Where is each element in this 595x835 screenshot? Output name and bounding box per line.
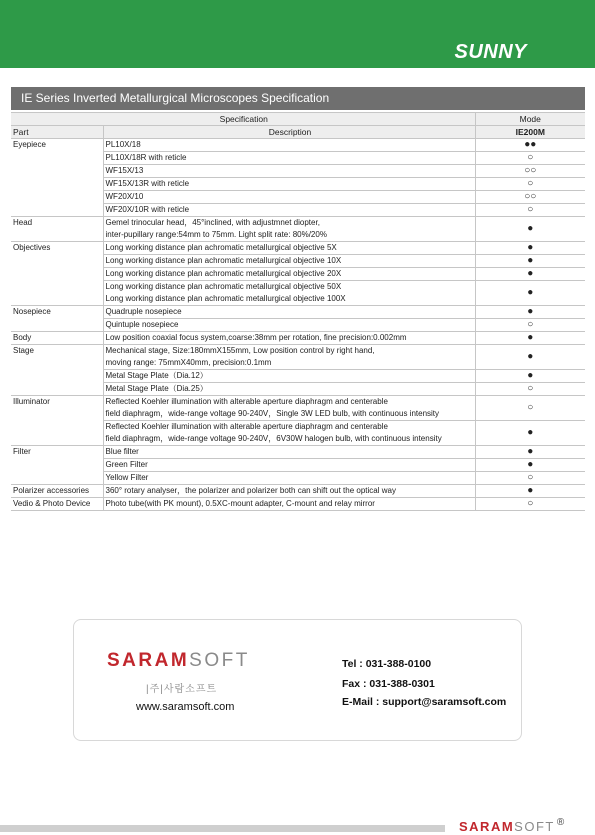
description-cell: [103, 178, 475, 191]
mode-cell: ○: [475, 472, 585, 485]
description-cell: [103, 319, 475, 332]
description-line: Reflected Koehler illumination with alterable aperture diaphragm and centerable: [105, 422, 388, 431]
part-cell: Filter: [11, 446, 103, 485]
description-cell: [103, 152, 475, 165]
mode-cell: ○: [475, 319, 585, 332]
footer-bar: [0, 825, 445, 832]
part-cell: Body: [11, 332, 103, 345]
description-line: Green Filter: [105, 460, 148, 469]
description-line: Long working distance plan achromatic metallurgical objective 20X: [105, 269, 342, 278]
description-line: Long working distance plan achromatic metallurgical objective 50X: [105, 282, 342, 291]
description-cell: [103, 217, 475, 242]
description-line: field diaphragm，wide-range voltage 90-240V，Single 3W LED bulb, with continuous intensity: [105, 409, 440, 418]
description-cell: [103, 421, 475, 446]
description-cell: [103, 242, 475, 255]
description-line: Blue filter: [105, 447, 139, 456]
description-cell: [103, 485, 475, 498]
part-cell: Eyepiece: [11, 139, 103, 217]
mode-cell: ○: [475, 152, 585, 165]
table-subheader-row: [11, 126, 585, 139]
header-specification: Specification: [11, 113, 475, 126]
description-cell: [103, 472, 475, 485]
description-line: Quintuple nosepiece: [105, 320, 179, 329]
description-cell: [103, 332, 475, 345]
table-row: [11, 242, 585, 255]
company-email[interactable]: E-Mail : support@saramsoft.com: [342, 696, 507, 708]
table-row: [11, 332, 585, 345]
description-line: Reflected Koehler illumination with alterable aperture diaphragm and centerable: [105, 397, 388, 406]
table-row: [11, 306, 585, 319]
mode-cell: ●: [475, 217, 585, 242]
part-cell: Illuminator: [11, 396, 103, 446]
spec-table: [11, 112, 585, 511]
description-cell: [103, 191, 475, 204]
header-mode: Mode: [475, 113, 585, 126]
mode-cell: ●: [475, 332, 585, 345]
mode-cell: ●: [475, 446, 585, 459]
spec-title-bar: IE Series Inverted Metallurgical Microscopes Specification: [11, 87, 585, 110]
description-cell: [103, 306, 475, 319]
company-website[interactable]: www.saramsoft.com: [136, 701, 235, 713]
description-line: Quadruple nosepiece: [105, 307, 182, 316]
header-part: Part: [11, 126, 103, 139]
description-line: Yellow Filter: [105, 473, 149, 482]
company-logo: [107, 650, 250, 672]
description-line: WF15X/13: [105, 166, 144, 175]
description-cell: [103, 459, 475, 472]
description-line: Metal Stage Plate（Dia.25）: [105, 384, 208, 393]
description-cell: [103, 446, 475, 459]
description-line: Long working distance plan achromatic metallurgical objective 5X: [105, 243, 337, 252]
description-cell: [103, 370, 475, 383]
footer-logo-soft: SOFT: [514, 819, 555, 834]
description-cell: [103, 204, 475, 217]
header-model: IE200M: [475, 126, 585, 139]
mode-cell: ●: [475, 242, 585, 255]
description-line: WF20X/10R with reticle: [105, 205, 190, 214]
table-row: [11, 345, 585, 370]
description-line: Long working distance plan achromatic metallurgical objective 100X: [105, 294, 346, 303]
description-line: PL10X/18R with reticle: [105, 153, 187, 162]
description-line: WF15X/13R with reticle: [105, 179, 190, 188]
table-row: [11, 485, 585, 498]
mode-cell: ●: [475, 345, 585, 370]
top-band: [0, 0, 595, 68]
mode-cell: ○○: [475, 165, 585, 178]
mode-cell: ○: [475, 498, 585, 511]
description-line: field diaphragm，wide-range voltage 90-240V，6V30W halogen bulb, with continuous intensity: [105, 434, 442, 443]
mode-cell: ●: [475, 459, 585, 472]
part-cell: Objectives: [11, 242, 103, 306]
mode-cell: ●: [475, 255, 585, 268]
description-line: Low position coaxial focus system,coarse:38mm per rotation, fine precision:0.002mm: [105, 333, 407, 342]
mode-cell: ○: [475, 396, 585, 421]
part-cell: Stage: [11, 345, 103, 396]
mode-cell: ○: [475, 204, 585, 217]
description-cell: [103, 498, 475, 511]
description-cell: [103, 268, 475, 281]
table-header-row: [11, 113, 585, 126]
description-cell: [103, 383, 475, 396]
company-fax: Fax : 031-388-0301: [342, 678, 435, 690]
mode-cell: ○○: [475, 191, 585, 204]
table-row: [11, 446, 585, 459]
footer-logo: [459, 819, 566, 834]
mode-cell: ●: [475, 370, 585, 383]
part-cell: Vedio & Photo Device: [11, 498, 103, 511]
logo-soft-text: SOFT: [189, 650, 250, 671]
description-cell: [103, 139, 475, 152]
table-row: [11, 498, 585, 511]
description-line: WF20X/10: [105, 192, 144, 201]
description-cell: [103, 165, 475, 178]
mode-cell: ●: [475, 281, 585, 306]
registered-mark: ®: [556, 817, 566, 828]
description-cell: [103, 255, 475, 268]
table-row: [11, 217, 585, 242]
description-line: inter-pupillary range:54mm to 75mm. Light split rate: 80%/20%: [105, 230, 327, 239]
description-line: Photo tube(with PK mount), 0.5XC-mount adapter, C-mount and relay mirror: [105, 499, 375, 508]
mode-cell: ●: [475, 306, 585, 319]
brand-title: SUNNY: [454, 41, 527, 63]
mode-cell: ●: [475, 421, 585, 446]
description-cell: [103, 281, 475, 306]
table-row: [11, 139, 585, 152]
company-card: [73, 619, 522, 741]
description-line: Metal Stage Plate（Dia.12）: [105, 371, 208, 380]
mode-cell: ●: [475, 268, 585, 281]
mode-cell: ●●: [475, 139, 585, 152]
company-tel: Tel : 031-388-0100: [342, 658, 432, 670]
description-cell: [103, 396, 475, 421]
mode-cell: ○: [475, 178, 585, 191]
description-line: Gemel trinocular head，45°inclined, with adjustmnet diopter,: [105, 218, 320, 227]
footer-logo-saram: SARAM: [459, 819, 515, 834]
description-line: 360° rotary analyser，the polarizer and polarizer both can shift out the optical way: [105, 486, 396, 495]
header-description: Description: [103, 126, 475, 139]
table-row: [11, 396, 585, 421]
description-cell: [103, 345, 475, 370]
company-korean-name: |주|사람소프트: [146, 684, 218, 695]
description-line: moving range: 75mmX40mm, precision:0.1mm: [105, 358, 272, 367]
logo-saram-text: SARAM: [107, 650, 190, 671]
mode-cell: ●: [475, 485, 585, 498]
part-cell: Nosepiece: [11, 306, 103, 332]
description-line: Mechanical stage, Size:180mmX155mm, Low position control by right hand,: [105, 346, 375, 355]
part-cell: Polarizer accessories: [11, 485, 103, 498]
description-line: Long working distance plan achromatic metallurgical objective 10X: [105, 256, 342, 265]
description-line: PL10X/18: [105, 140, 141, 149]
part-cell: Head: [11, 217, 103, 242]
mode-cell: ○: [475, 383, 585, 396]
